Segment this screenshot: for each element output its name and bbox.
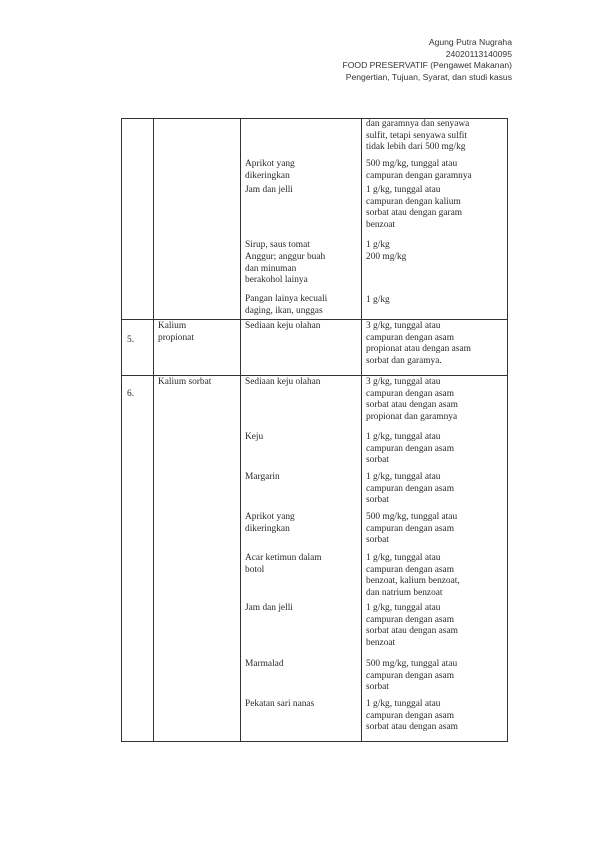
page-header bbox=[342, 37, 512, 83]
preservative-table bbox=[121, 118, 508, 742]
limit-text: 1 g/kg, tunggal atau bbox=[366, 432, 441, 442]
food-text: Keju bbox=[245, 432, 264, 442]
food-text: dikeringkan bbox=[245, 170, 290, 181]
limit-text: campuran dengan asam bbox=[366, 670, 454, 681]
limit-text: sorbat atau dengan asam bbox=[366, 722, 458, 733]
limit-text: sorbat bbox=[366, 495, 389, 506]
limit-text: 1 g/kg bbox=[366, 295, 390, 305]
limit-text: campuran dengan asam bbox=[366, 443, 454, 454]
limit-text: 1 g/kg, tunggal atau bbox=[366, 553, 441, 563]
limit-text: dan natrium benzoat bbox=[366, 587, 443, 598]
limit-text: sorbat bbox=[366, 682, 389, 693]
food-text: Jam dan jelli bbox=[245, 603, 293, 613]
preservative-name: Kalium sorbat bbox=[158, 377, 212, 387]
limit-text: 3 g/kg, tunggal atau bbox=[366, 377, 441, 387]
food-text: Aprikot yang bbox=[245, 512, 295, 522]
food-text: Aprikot yang bbox=[245, 159, 295, 169]
limit-text: campuran dengan asam bbox=[366, 332, 454, 343]
food-text: daging, ikan, unggas bbox=[245, 305, 323, 316]
limit-text: sulfit, tetapi senyawa sulfit bbox=[366, 130, 468, 141]
limit-text: 1 g/kg, tunggal atau bbox=[366, 699, 441, 709]
preservative-name: Kalium bbox=[158, 321, 187, 331]
limit-text: 3 g/kg, tunggal atau bbox=[366, 321, 441, 331]
limit-text: dan garamnya dan senyawa bbox=[366, 119, 470, 129]
limit-text: campuran dengan asam bbox=[366, 614, 454, 625]
food-text: dan minuman bbox=[245, 263, 297, 274]
limit-text: 500 mg/kg, tunggal atau bbox=[366, 159, 458, 169]
food-text: Acar ketimun dalam bbox=[245, 553, 322, 563]
limit-text: campuran dengan asam bbox=[366, 388, 454, 399]
food-text: Anggur; anggur buah bbox=[245, 252, 326, 262]
food-text: Jam dan jelli bbox=[245, 185, 293, 195]
limit-text: campuran dengan asam bbox=[366, 483, 454, 494]
limit-text: campuran dengan garamnya bbox=[366, 170, 472, 181]
food-text: Sirup, saus tomat bbox=[245, 240, 310, 250]
limit-text: campuran dengan asam bbox=[366, 523, 454, 534]
limit-text: 1 g/kg, tunggal atau bbox=[366, 185, 441, 195]
column-divider bbox=[153, 119, 154, 741]
student-id: 24020113140095 bbox=[445, 48, 512, 59]
limit-text: 200 mg/kg bbox=[366, 252, 407, 262]
food-text: Marmalad bbox=[245, 659, 284, 669]
limit-text: 500 mg/kg, tunggal atau bbox=[366, 659, 458, 669]
limit-text: sorbat atau dengan garam bbox=[366, 208, 463, 219]
limit-text: propionat dan garamnya bbox=[366, 411, 458, 422]
document-subtitle: Pengertian, Tujuan, Syarat, dan studi kasus bbox=[345, 71, 512, 82]
limit-text: sorbat atau dengan asam bbox=[366, 626, 458, 637]
food-text: dikeringkan bbox=[245, 523, 290, 534]
limit-text: sorbat dan garamya. bbox=[366, 355, 442, 366]
limit-text: 1 g/kg, tunggal atau bbox=[366, 472, 441, 482]
limit-text: 1 g/kg bbox=[366, 240, 390, 250]
limit-text: sorbat bbox=[366, 535, 389, 546]
row-number: 5. bbox=[127, 335, 135, 345]
food-text: Sediaan keju olahan bbox=[245, 321, 321, 331]
row-divider bbox=[122, 375, 507, 376]
food-text: botol bbox=[245, 564, 265, 575]
limit-text: campuran dengan kalium bbox=[366, 196, 461, 207]
limit-text: benzoat bbox=[366, 219, 396, 230]
document-title: FOOD PRESERVATIF (Pengawet Makanan) bbox=[342, 60, 512, 71]
limit-text: campuran dengan asam bbox=[366, 564, 454, 575]
food-text: Pekatan sari nanas bbox=[245, 699, 315, 709]
limit-text: sorbat bbox=[366, 455, 389, 466]
row-number: 6. bbox=[127, 389, 135, 399]
limit-text: sorbat atau dengan asam bbox=[366, 400, 458, 411]
limit-text: tidak lebih dari 500 mg/kg bbox=[366, 142, 466, 153]
column-divider bbox=[240, 119, 241, 741]
column-divider bbox=[361, 119, 362, 741]
food-text: Margarin bbox=[245, 472, 280, 482]
limit-text: propionat atau dengan asam bbox=[366, 344, 471, 355]
limit-text: 500 mg/kg, tunggal atau bbox=[366, 512, 458, 522]
row-divider bbox=[122, 319, 507, 320]
limit-text: 1 g/kg, tunggal atau bbox=[366, 603, 441, 613]
author-name: Agung Putra Nugraha bbox=[428, 37, 512, 47]
limit-text: benzoat, kalium benzoat, bbox=[366, 576, 460, 587]
food-text: Pangan lainya kecuali bbox=[245, 294, 328, 304]
limit-text: benzoat bbox=[366, 637, 396, 648]
food-text: berakohol lainya bbox=[245, 275, 308, 286]
food-text: Sediaan keju olahan bbox=[245, 377, 321, 387]
preservative-name: propionat bbox=[158, 332, 194, 343]
limit-text: campuran dengan asam bbox=[366, 710, 454, 721]
